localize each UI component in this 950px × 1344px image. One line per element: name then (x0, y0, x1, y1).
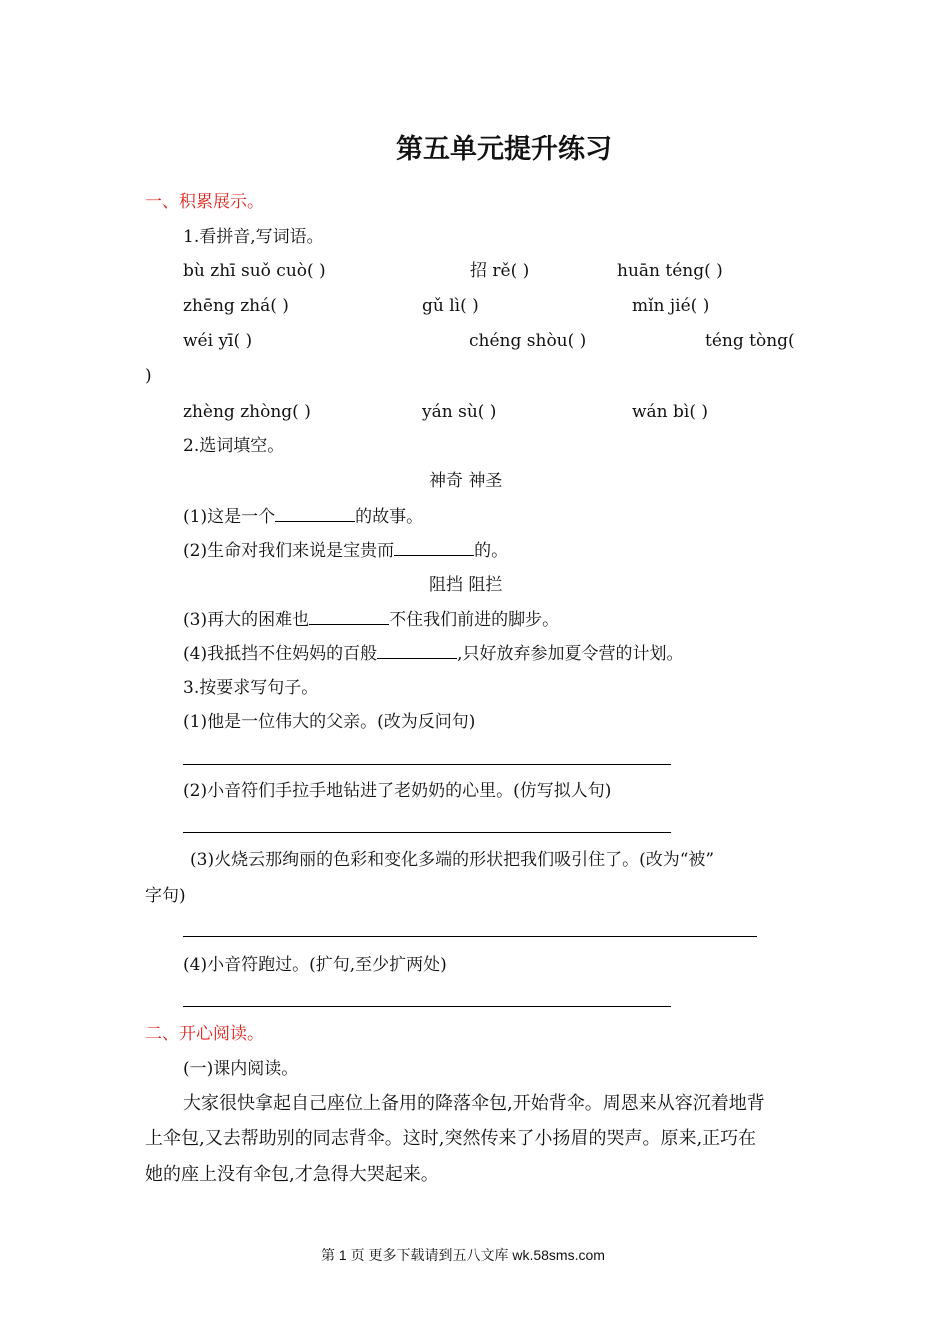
pinyin-item: gǔ lì( ) (422, 296, 479, 316)
sentence-text: ,只好放弃参加夏令营的计划。 (457, 644, 684, 664)
section-heading-2: 二、开心阅读。 (145, 1024, 264, 1044)
rewrite-item-3: (3)火烧云那绚丽的色彩和变化多端的形状把我们吸引住了。(改为“被” (190, 850, 715, 870)
pinyin-item: wán bì( ) (632, 402, 709, 422)
blank-line[interactable] (377, 641, 457, 659)
pinyin-item: zhèng zhòng( ) (183, 402, 311, 422)
question-3-prompt: 3.按要求写句子。 (183, 678, 319, 698)
section-heading-1: 一、积累展示。 (145, 192, 264, 212)
sentence-text: 的故事。 (355, 507, 424, 527)
fill-sentence-1 (183, 504, 423, 529)
sentence-text: (3)再大的困难也 (183, 610, 310, 630)
reading-subheading: (一)课内阅读。 (183, 1059, 299, 1079)
pinyin-item: chéng shòu( ) (469, 331, 587, 351)
pinyin-item: téng tòng( (705, 331, 795, 351)
pinyin-wrap: ) (145, 366, 152, 386)
pinyin-item: zhēng zhá( ) (183, 296, 289, 316)
sentence-text: (1)这是一个 (183, 507, 276, 527)
reading-paragraph-line: 上伞包,又去帮助别的同志背伞。这时,突然传来了小扬眉的哭声。原来,正巧在 (145, 1128, 757, 1149)
pinyin-item: wéi yī( ) (183, 331, 253, 351)
question-2-prompt: 2.选词填空。 (183, 436, 285, 456)
blank-line[interactable] (394, 538, 474, 556)
pinyin-item: huān téng( ) (617, 261, 723, 281)
question-1-prompt: 1.看拼音,写词语。 (183, 227, 324, 247)
rewrite-item-4: (4)小音符跑过。(扩句,至少扩两处) (183, 955, 447, 975)
answer-line[interactable] (183, 1006, 671, 1007)
sentence-text: 的。 (474, 541, 509, 561)
blank-line[interactable] (275, 504, 355, 522)
pinyin-item: bù zhī suǒ cuò( ) (183, 261, 326, 281)
sentence-text: (4)我抵挡不住妈妈的百般 (183, 644, 378, 664)
answer-line[interactable] (183, 764, 671, 765)
pinyin-item: yán sù( ) (422, 402, 497, 422)
blank-line[interactable] (309, 607, 389, 625)
rewrite-item-3-wrap: 字句) (145, 886, 186, 906)
answer-line[interactable] (183, 832, 671, 833)
fill-sentence-2 (183, 538, 508, 563)
pinyin-item: 招 rě( ) (470, 261, 530, 281)
fill-sentence-4 (183, 641, 684, 666)
reading-paragraph-line: 她的座上没有伞包,才急得大哭起来。 (145, 1164, 439, 1185)
word-choices: 阻挡 阻拦 (429, 575, 503, 595)
word-choices: 神奇 神圣 (429, 471, 503, 491)
rewrite-item-1: (1)他是一位伟大的父亲。(改为反问句) (183, 712, 476, 732)
pinyin-item: mǐn jié( ) (632, 296, 710, 316)
page-footer: 第 1 页 更多下载请到五八文库 wk.58sms.com (321, 1247, 605, 1263)
answer-line[interactable] (183, 936, 757, 937)
sentence-text: (2)生命对我们来说是宝贵而 (183, 541, 395, 561)
rewrite-item-2: (2)小音符们手拉手地钻进了老奶奶的心里。(仿写拟人句) (183, 781, 612, 801)
sentence-text: 不住我们前进的脚步。 (389, 610, 560, 630)
fill-sentence-3 (183, 607, 559, 632)
page-title: 第五单元提升练习 (396, 134, 612, 165)
reading-paragraph-line: 大家很快拿起自己座位上备用的降落伞包,开始背伞。周恩来从容沉着地背 (183, 1093, 765, 1114)
